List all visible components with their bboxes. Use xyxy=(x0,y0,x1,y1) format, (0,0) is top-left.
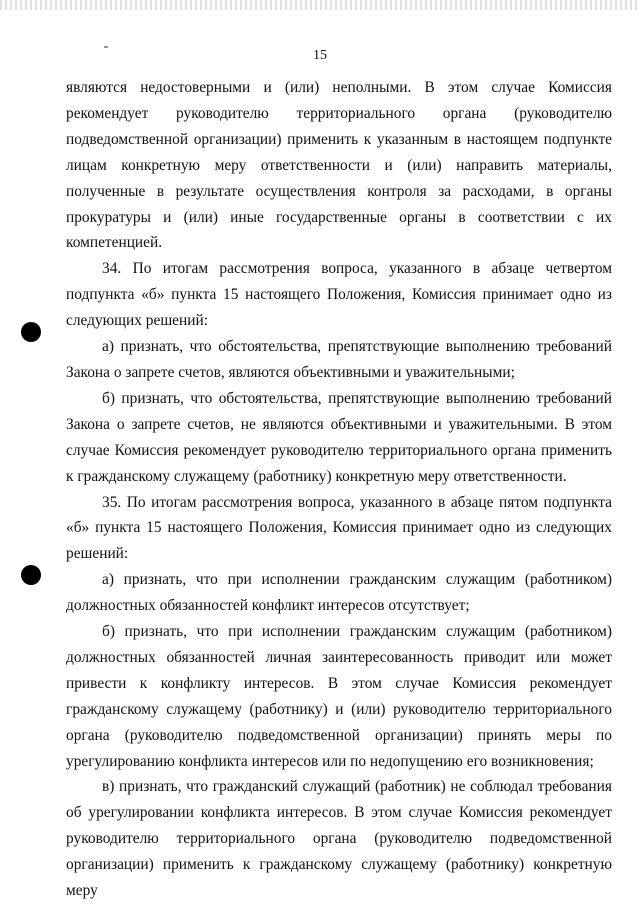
paragraph-continuation: являются недостоверными и (или) неполными. В этом случае Комиссия рекомендует руководителю территориального органа (руководителю подведомственной организации) применить к указанным в настоящем подпункте лицам конкретную меру ответственности и (или) направить материалы, полученные в результате осуществления контроля за расходами, в органы прокуратуры и (или) иные государственные органы в соответствии с их компетенцией. xyxy=(66,79,612,252)
paragraph-item-35: 35. По итогам рассмотрения вопроса, указанного в абзаце пятом подпункта «б» пункта 15 настоящего Положения, Комиссия принимает одно из следующих решений: xyxy=(66,493,612,563)
page-number: 15 xyxy=(313,48,327,63)
paragraph-34-b: б) признать, что обстоятельства, препятствующие выполнению требований Закона о запрете счетов, не являются объективными и уважительными. В этом случае Комиссия рекомендует руководителю территориального органа применить к гражданскому служащему (работнику) конкретную меру ответственности. xyxy=(66,389,612,485)
scan-artifact-strip xyxy=(0,0,640,10)
punch-hole xyxy=(21,565,41,585)
paragraph-35-v: в) признать, что гражданский служащий (работник) не соблюдал требования об урегулировании конфликта интересов. В этом случае Комиссия рекомендует руководителю территориального органа (руководителю подведомственной организации) применить к гражданскому служащему (работнику) конкретную меру xyxy=(66,778,612,900)
paragraph-35-a: а) признать, что при исполнении гражданским служащим (работником) должностных обязанностей конфликт интересов отсутствует; xyxy=(66,571,612,615)
paragraph-item-34: 34. По итогам рассмотрения вопроса, указанного в абзаце четвертом подпункта «б» пункта 15 настоящего Положения, Комиссия принимает одно из следующих решений: xyxy=(66,260,612,330)
punch-hole xyxy=(21,322,41,342)
document-body xyxy=(66,75,612,904)
paragraph-35-b: б) признать, что при исполнении гражданским служащим (работником) должностных обязанностей личная заинтересованность приводит или может привести к конфликту интересов. В этом случае Комиссия рекомендует гражданскому служащему (работнику) и (или) руководителю территориального органа (руководителю подведомственной организации) принять меры по урегулированию конфликта интересов или по недопущению его возникновения; xyxy=(66,623,612,770)
paragraph-34-a: а) признать, что обстоятельства, препятствующие выполнению требований Закона о запрете счетов, являются объективными и уважительными; xyxy=(66,338,612,381)
